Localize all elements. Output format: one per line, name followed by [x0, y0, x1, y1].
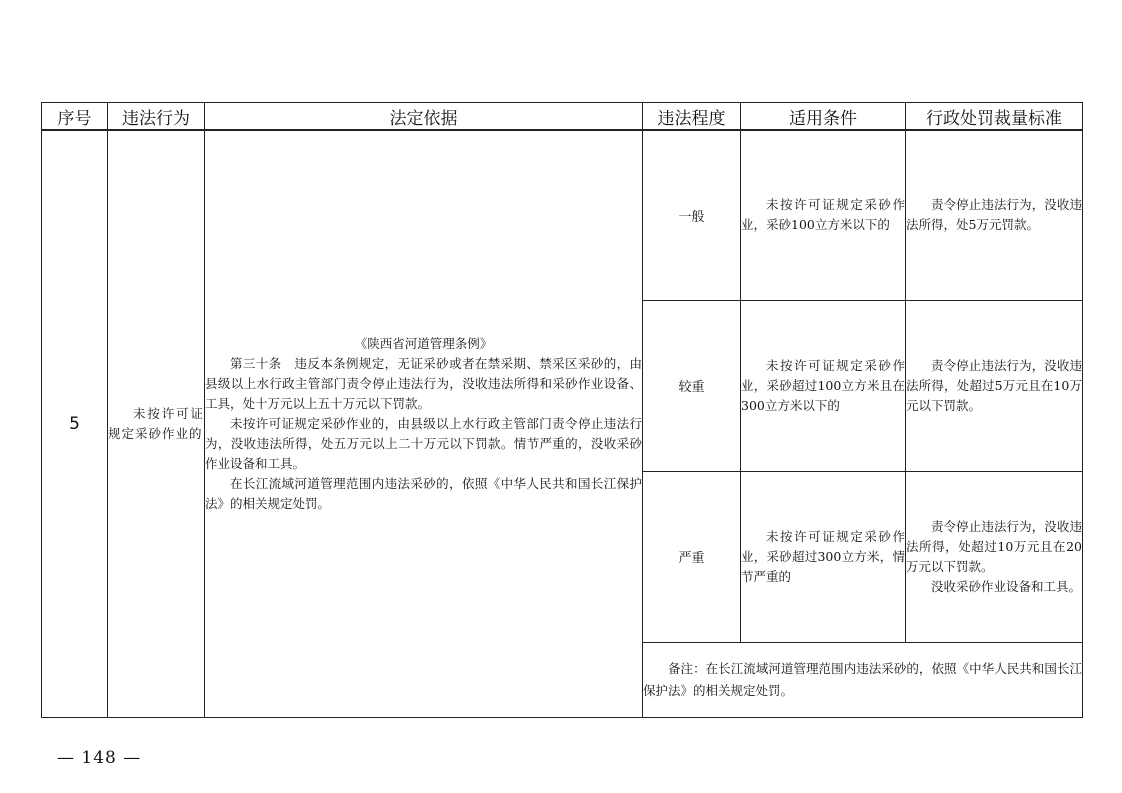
degree-label: 一般	[678, 209, 705, 225]
header-behavior: 违法行为	[108, 103, 205, 131]
standard-cell	[906, 471, 1083, 642]
condition-text: 未按许可证规定采砂作业，采砂100立方米以下的	[741, 197, 905, 233]
basis-paragraph-3: 在长江流域河道管理范围内违法采砂的，依照《中华人民共和国长江保护法》的相关规定处罚。	[205, 476, 642, 511]
header-basis: 法定依据	[205, 103, 643, 131]
header-degree: 违法程度	[643, 103, 741, 131]
basis-content	[205, 334, 642, 514]
behavior-cell	[108, 130, 205, 718]
note-text: 备注：在长江流域河道管理范围内违法采砂的，依照《中华人民共和国长江保护法》的相关规定处罚。	[643, 660, 1082, 698]
standard-text: 责令停止违法行为，没收违法所得，处超过10万元且在20万元以下罚款。	[906, 518, 1082, 574]
condition-text: 未按许可证规定采砂作业，采砂超过300立方米，情节严重的	[741, 528, 905, 584]
degree-cell	[643, 130, 741, 300]
condition-cell	[741, 130, 906, 300]
law-title: 《陕西省河道管理条例》	[354, 336, 493, 351]
penalty-standard-table	[41, 102, 1083, 718]
standard-cell	[906, 300, 1083, 471]
header-standard: 行政处罚裁量标准	[906, 103, 1083, 131]
standard-text-extra: 没收采砂作业设备和工具。	[931, 578, 1082, 594]
standard-text: 责令停止违法行为，没收违法所得，处超过5万元且在10万元以下罚款。	[906, 357, 1082, 413]
degree-label: 严重	[678, 551, 705, 566]
standard-cell	[906, 130, 1083, 300]
page-number: — 148 —	[57, 748, 142, 768]
header-seq: 序号	[42, 103, 108, 131]
standard-text: 责令停止违法行为，没收违法所得，处5万元罚款。	[906, 197, 1082, 233]
degree-label: 较重	[678, 380, 705, 395]
header-row	[42, 103, 1083, 131]
note-cell	[643, 642, 1083, 718]
condition-cell	[741, 300, 906, 471]
degree-cell	[643, 300, 741, 471]
seq-number: 5	[69, 414, 80, 434]
condition-cell	[741, 471, 906, 642]
degree-cell	[643, 471, 741, 642]
basis-cell	[205, 130, 643, 718]
header-condition: 适用条件	[741, 103, 906, 131]
basis-paragraph-2: 未按许可证规定采砂作业的，由县级以上水行政主管部门责令停止违法行为，没收违法所得，处五万元以上二十万元以下罚款。情节严重的，没收采砂作业设备和工具。	[205, 416, 642, 471]
table-row-level-general	[42, 130, 1083, 300]
condition-text: 未按许可证规定采砂作业，采砂超过100立方米且在300立方米以下的	[741, 357, 905, 413]
seq-cell	[42, 130, 108, 718]
behavior-text: 未按许可证规定采砂作业的	[108, 406, 204, 441]
basis-paragraph-1: 第三十条 违反本条例规定，无证采砂或者在禁采期、禁采区采砂的，由县级以上水行政主管部门责令停止违法行为，没收违法所得和采砂作业设备、工具，处十万元以上五十万元以下罚款。	[205, 356, 642, 411]
